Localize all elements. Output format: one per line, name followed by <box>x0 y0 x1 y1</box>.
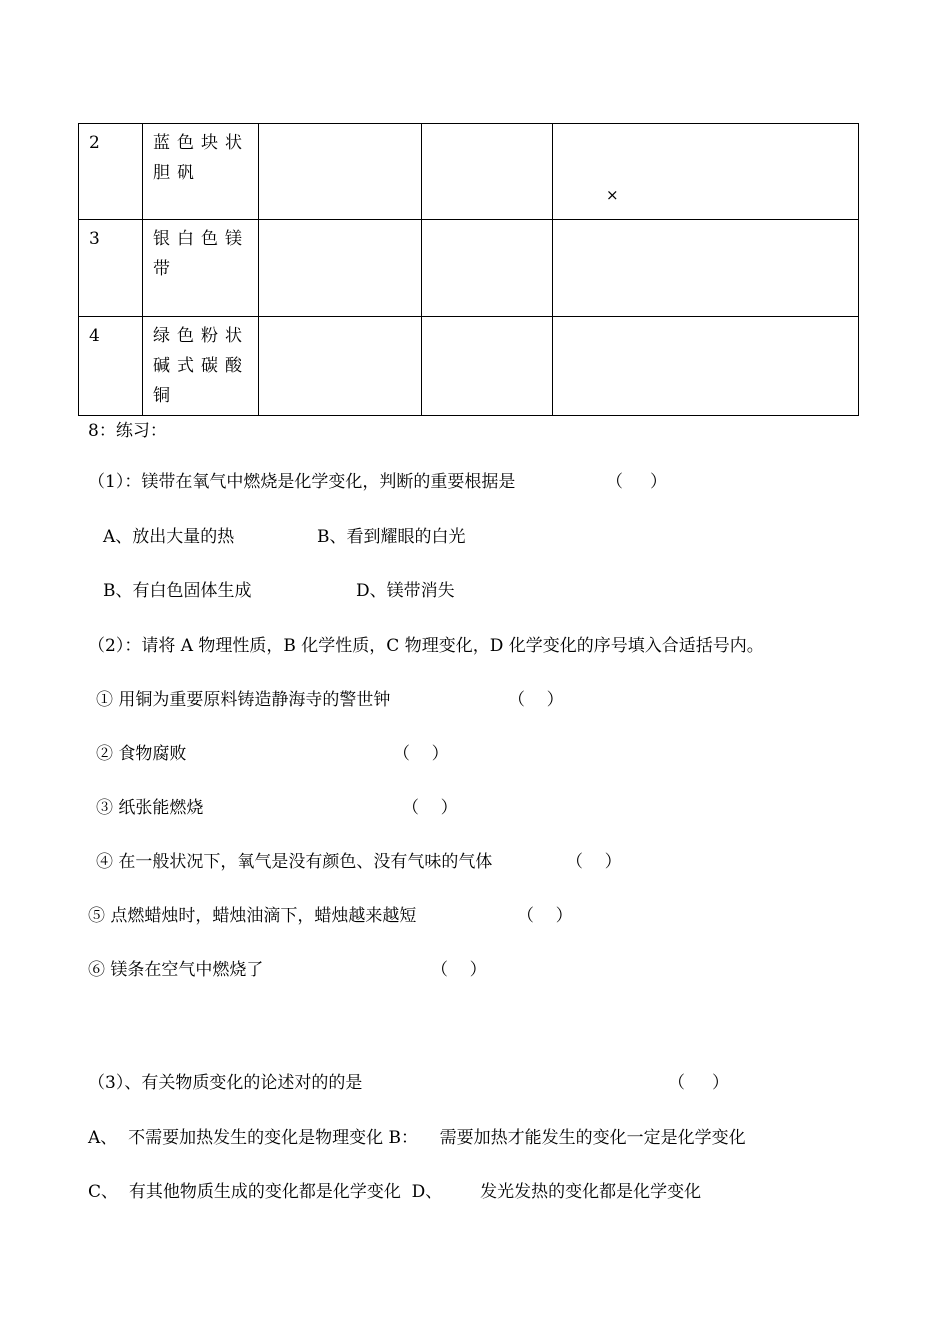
table-cell <box>259 124 422 220</box>
table-row <box>79 317 859 416</box>
q3-answer-blank: （ ） <box>668 1073 730 1093</box>
table-cell <box>259 317 422 416</box>
table-cell <box>553 124 859 220</box>
q1-option-b: B、看到耀眼的白光 <box>317 527 466 547</box>
row-number: 4 <box>79 317 143 416</box>
q2-item-blank: （ ） <box>566 852 622 872</box>
practice-heading: 8：练习： <box>88 421 167 441</box>
q1-answer-blank: （ ） <box>606 472 668 492</box>
q3-stem: （3）、有关物质变化的论述对的的是 <box>88 1073 363 1093</box>
q3-options-cd: C、 有其他物质生成的变化都是化学变化 D、 发光发热的变化都是化学变化 <box>88 1182 702 1202</box>
q2-stem: （2）：请将 A 物理性质，B 化学性质，C 物理变化，D 化学变化的序号填入合适括号内。 <box>88 636 764 656</box>
q2-item-text: ⑤ 点燃蜡烛时，蜡烛油滴下，蜡烛越来越短 <box>88 906 417 926</box>
q1-option-c: B、有白色固体生成 <box>103 581 252 601</box>
substance-name: 绿色粉状碱式碳酸铜 <box>143 317 259 416</box>
q2-item-text: ⑥ 镁条在空气中燃烧了 <box>88 960 264 980</box>
experiment-table <box>78 123 859 416</box>
table-row <box>79 124 859 220</box>
cross-mark: × <box>606 186 619 204</box>
q2-item-text: ④ 在一般状况下，氧气是没有颜色、没有气味的气体 <box>96 852 493 872</box>
q1-option-d: D、镁带消失 <box>356 581 455 601</box>
row-number: 2 <box>79 124 143 220</box>
row-number: 3 <box>79 220 143 317</box>
q2-item-blank: （ ） <box>402 798 458 818</box>
substance-name: 银白色镁带 <box>143 220 259 317</box>
table-cell <box>422 124 553 220</box>
table-cell <box>422 317 553 416</box>
table-cell <box>422 220 553 317</box>
q1-stem: （1）：镁带在氧气中燃烧是化学变化，判断的重要根据是 <box>88 472 516 492</box>
q3-options-ab: A、 不需要加热发生的变化是物理变化 B： 需要加热才能发生的变化一定是化学变化 <box>88 1128 746 1148</box>
q2-item-blank: （ ） <box>508 690 564 710</box>
q2-item-blank: （ ） <box>393 744 449 764</box>
table-row <box>79 220 859 317</box>
q2-item-blank: （ ） <box>431 960 487 980</box>
q2-item-blank: （ ） <box>517 906 573 926</box>
q2-item-text: ① 用铜为重要原料铸造静海寺的警世钟 <box>96 690 391 710</box>
q2-item-text: ③ 纸张能燃烧 <box>96 798 204 818</box>
table-cell <box>553 220 859 317</box>
table-cell <box>259 220 422 317</box>
table-cell <box>553 317 859 416</box>
q1-option-a: A、放出大量的热 <box>103 527 235 547</box>
q2-item-text: ② 食物腐败 <box>96 744 187 764</box>
substance-name: 蓝色块状胆矾 <box>143 124 259 220</box>
